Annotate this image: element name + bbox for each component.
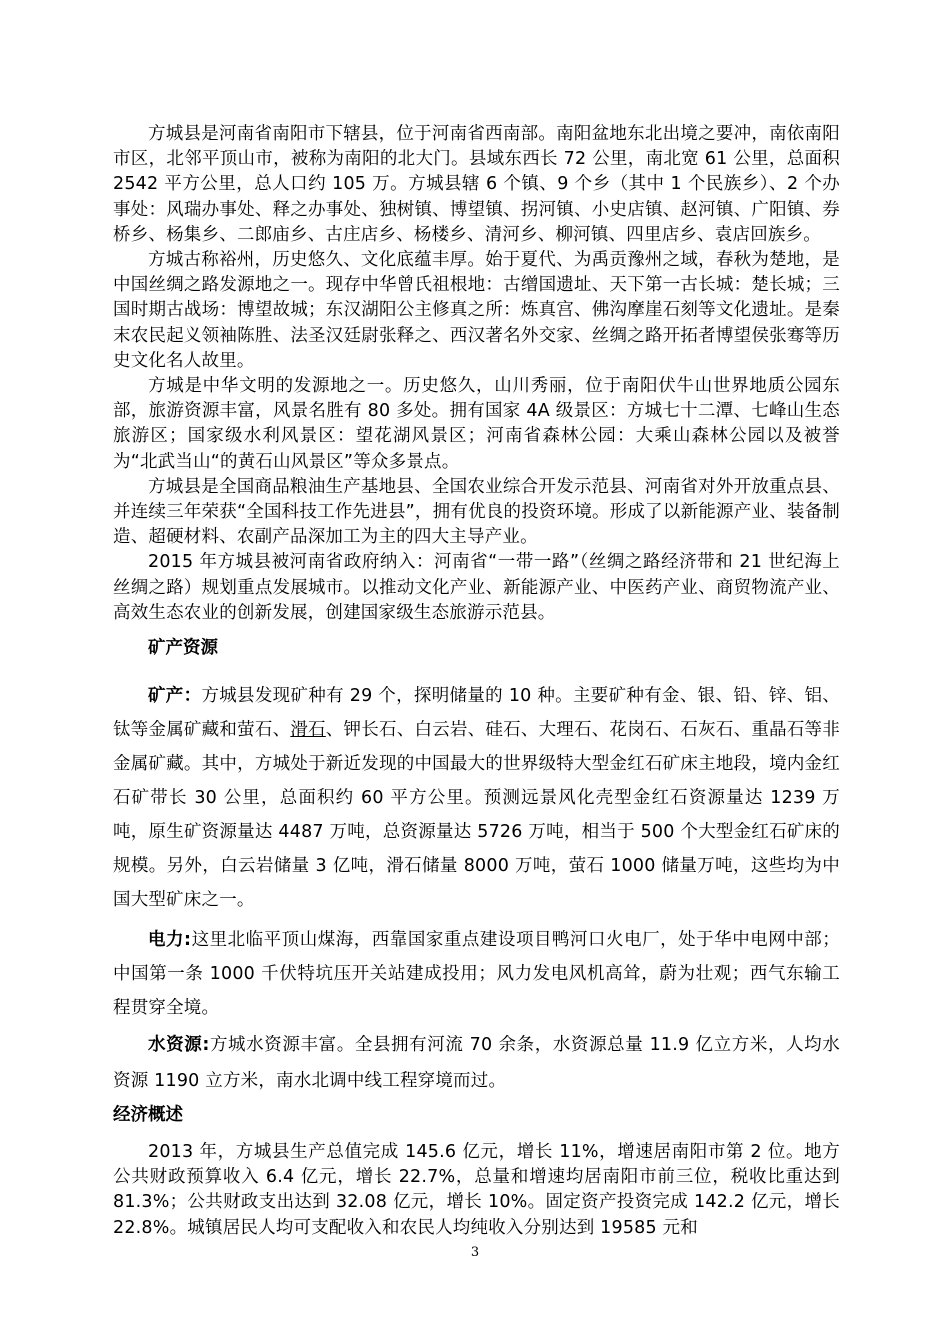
intro-paragraph-development: 2015 年方城县被河南省政府纳入：河南省“一带一路”（丝绸之路经济带和 21 世纪海上丝绸之路）规划重点发展城市。以推动文化产业、新能源产业、中医药产业、商贸物流产业、高效生态农业的创新发展，创建国家级生态旅游示范县。 bbox=[113, 552, 840, 623]
document-body bbox=[113, 122, 840, 1241]
minerals-text-part-b: 、钾长石、白云岩、硅石、大理石、花岗石、石灰石、重晶石等非金属矿藏。其中，方城处于新近发现的中国最大的世界级特大型金红石矿床主地段，境内金红石矿带长 30 公里，总面积约 60 平方公里。预测远景风化壳型金红石资源量达 1239 万吨，原生矿资源量达 4487 万吨，总资源量达 5726 万吨，相当于 500 个大型金红石矿床的规模。另外，白云岩储量 3 亿吨，滑石储量 8000 万吨，萤石 1000 储量万吨，这些均为中国大型矿床之一。 bbox=[113, 720, 840, 911]
mineral-paragraph-minerals bbox=[113, 679, 840, 917]
intro-paragraph-industry: 方城县是全国商品粮油生产基地县、全国农业综合开发示范县、河南省对外开放重点县、并连续三年荣获“全国科技工作先进县”，拥有优良的投资环境。形成了以新能源产业、装备制造、超硬材料、农副产品深加工为主的四大主导产业。 bbox=[113, 476, 840, 548]
power-label: 电力: bbox=[148, 930, 192, 951]
mineral-paragraph-water bbox=[113, 1027, 840, 1099]
minerals-label: 矿产： bbox=[148, 686, 202, 707]
page-number: 3 bbox=[470, 1245, 480, 1260]
economy-paragraph-2013: 2013 年，方城县生产总值完成 145.6 亿元，增长 11%，增速居南阳市第 2 位。地方公共财政预算收入 6.4 亿元，增长 22.7%，总量和增速均居南阳市前三位，税收比重达到 81.3%；公共财政支出达到 32.08 亿元，增长 10%。固定资产投资完成 142.2 亿元，增长 22.8%。城镇居民人均可支配收入和农民人均纯收入分别达到 19585 元和 bbox=[113, 1142, 840, 1238]
water-label: 水资源: bbox=[148, 1035, 210, 1056]
section-heading-economy: 经济概述 bbox=[113, 1105, 183, 1126]
mineral-paragraph-power bbox=[113, 923, 840, 1025]
intro-paragraph-tourism: 方城是中华文明的发源地之一。历史悠久，山川秀丽，位于南阳伏牛山世界地质公园东部，旅游资源丰富，风景名胜有 80 多处。拥有国家 4A 级景区：方城七十二潭、七峰山生态旅游区；国家级水利风景区：望花湖风景区；河南省森林公园：大乘山森林公园以及被誉为“北武当山“的黄石山风景区”等众多景点。 bbox=[113, 376, 840, 472]
power-text: 这里北临平顶山煤海，西靠国家重点建设项目鸭河口火电厂，处于华中电网中部；中国第一条 1000 千伏特坑压开关站建成投用；风力发电风机高耸，蔚为壮观；西气东输工程贯穿全境。 bbox=[113, 930, 840, 1019]
water-text: 方城水资源丰富。全县拥有河流 70 余条，水资源总量 11.9 亿立方米，人均水资源 1190 立方米，南水北调中线工程穿境而过。 bbox=[113, 1035, 840, 1092]
minerals-text-part-a: 方城县发现矿种有 29 个，探明储量的 10 种。主要矿种有金、银、铅、锌、铝、钛等金属矿藏和萤石、 bbox=[113, 686, 840, 741]
minerals-underlined-term: 滑石 bbox=[290, 720, 326, 741]
intro-paragraph-overview: 方城县是河南省南阳市下辖县，位于河南省西南部。南阳盆地东北出境之要冲，南依南阳市区，北邻平顶山市，被称为南阳的北大门。县域东西长 72 公里，南北宽 61 公里，总面积 2542 平方公里，总人口约 105 万。方城县辖 6 个镇、9 个乡（其中 1 个民族乡）、2 个办事处：风瑞办事处、释之办事处、独树镇、博望镇、拐河镇、小史店镇、赵河镇、广阳镇、券桥乡、杨集乡、二郎庙乡、古庄店乡、杨楼乡、清河乡、柳河镇、四里店乡、袁店回族乡。 bbox=[113, 124, 840, 245]
section-heading-mineral-resources: 矿产资源 bbox=[148, 638, 218, 659]
intro-paragraph-history: 方城古称裕州，历史悠久、文化底蕴丰厚。始于夏代、为禹贡豫州之域，春秋为楚地，是中国丝绸之路发源地之一。现存中华曾氏祖根地：古缯国遗址、天下第一古长城：楚长城；三国时期古战场：博望故城；东汉湖阳公主修真之所：炼真宫、佛沟摩崖石刻等文化遗址。是秦末农民起义领袖陈胜、法圣汉廷尉张释之、西汉著名外交家、丝绸之路开拓者博望侯张骞等历史文化名人故里。 bbox=[113, 250, 840, 371]
